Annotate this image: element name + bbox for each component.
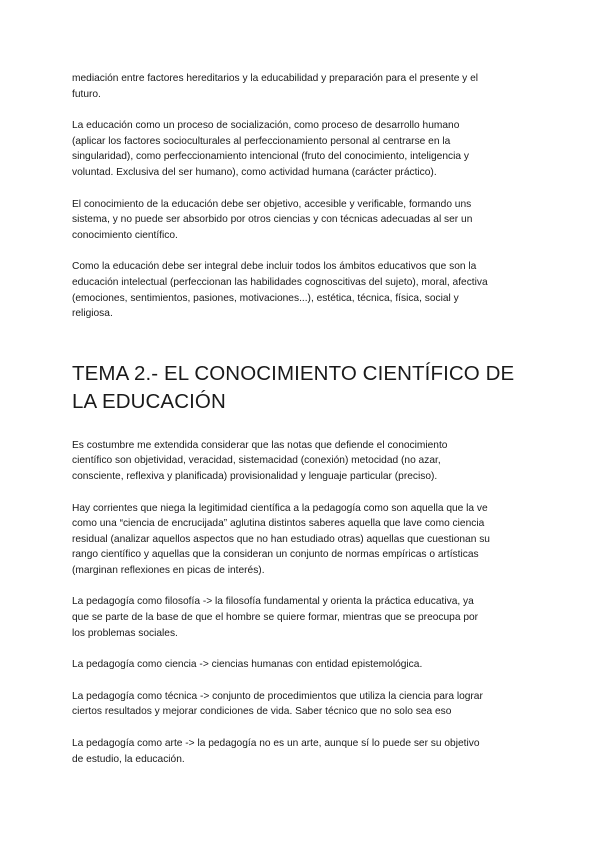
paragraph-pedagogia-ciencia: La pedagogía como ciencia -> ciencias humanas con entidad epistemológica.: [72, 659, 423, 671]
section-heading: TEMA 2.- EL CONOCIMIENTO CIENTÍFICO DE LA EDUCACIÓN: [72, 361, 515, 414]
paragraph-socializacion: La educación como un proceso de socialización, como proceso de desarrollo humano (aplicar los factores socioculturales al perfeccionamiento personal al centrarse en la singularidad), como perfeccionamiento intencional (fruto del conocimiento, inteligencia y voluntad. Exclusiva del ser humano), como actividad humana (carácter práctico).: [72, 120, 469, 178]
paragraph-corrientes: Hay corrientes que niega la legitimidad científica a la pedagogía como son aquella que la ve como una “ciencia de encrucijada” aglutina distintos saberes aquella que lave como ciencia residual (analizar aquellos aspectos que no han estudiado otras) aquellas que cuestionan su rango científico y aquellas que la consideran un conjunto de normas empíricas o artísticas (marginan reflexiones en picas de interés).: [72, 502, 490, 576]
document-body: [72, 71, 532, 783]
paragraph-conocimiento: El conocimiento de la educación debe ser objetivo, accesible y verificable, formando uns sistema, y no puede ser absorbido por otros ciencias y con técnicas adecuadas al ser un conocimiento científico.: [72, 198, 473, 241]
paragraph-notas-conocimiento: Es costumbre me extendida considerar que las notas que defiende el conocimiento científico son objetividad, veracidad, sistemacidad (conexión) metocidad (no azar, consciente, reflexiva y planificada) provisionalidad y lenguaje particular (preciso).: [72, 439, 448, 482]
paragraph-pedagogia-filosofia: La pedagogía como filosofía -> la filosofía fundamental y orienta la práctica educativa, ya que se parte de la base de que el hombre se quiere formar, mientras que se preocupa por los problemas sociales.: [72, 596, 479, 639]
paragraph-educacion-integral: Como la educación debe ser integral debe incluir todos los ámbitos educativos que son la educación intelectual (perfeccionan las habilidades cognoscitivas del sujeto), moral, afectiva (emociones, sentimientos, pasiones, motivaciones...), estética, técnica, física, social y religiosa.: [72, 261, 488, 320]
paragraph-pedagogia-arte: La pedagogía como arte -> la pedagogía no es un arte, aunque sí lo puede ser su objetivo de estudio, la educación.: [72, 738, 480, 765]
paragraph-continuation: mediación entre factores hereditarios y la educabilidad y preparación para el presente y el futuro.: [72, 73, 479, 100]
paragraph-pedagogia-tecnica: La pedagogía como técnica -> conjunto de procedimientos que utiliza la ciencia para lograr ciertos resultados y mejorar condiciones de vida. Saber técnico que no solo sea eso: [72, 690, 483, 718]
